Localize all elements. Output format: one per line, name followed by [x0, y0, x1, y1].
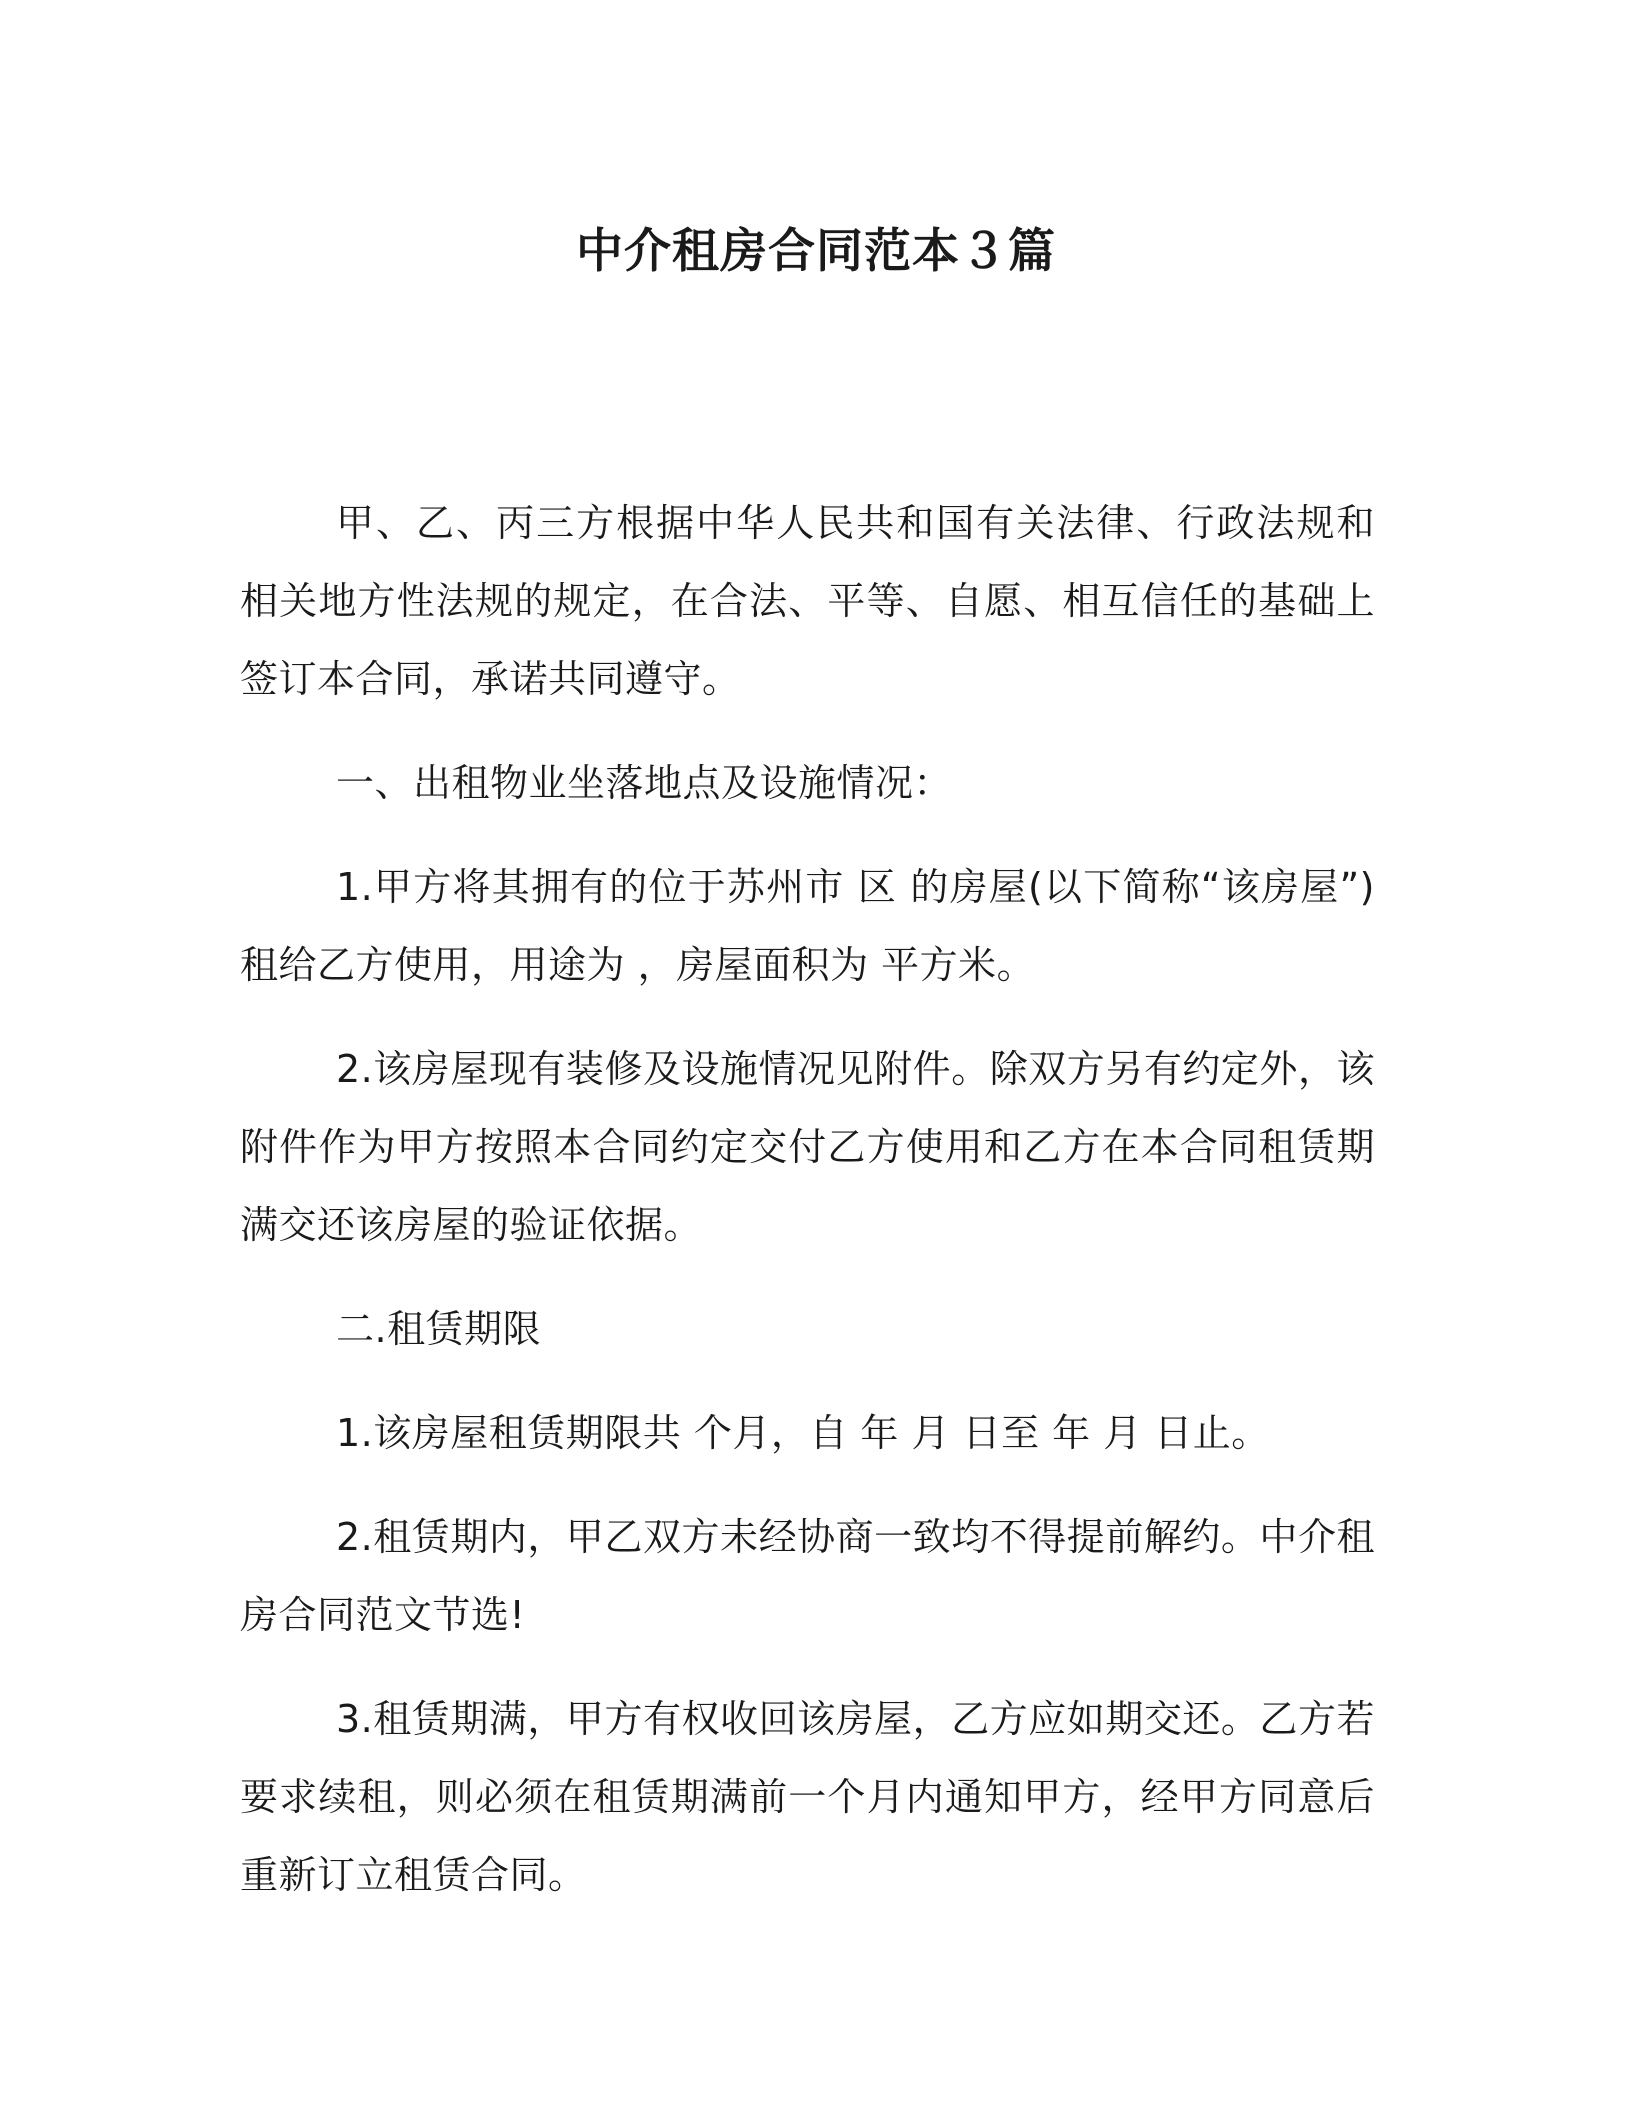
- paragraph-preamble: 甲、乙、丙三方根据中华人民共和国有关法律、行政法规和相关地方性法规的规定，在合法、平等、自愿、相互信任的基础上签订本合同，承诺共同遵守。: [240, 501, 1375, 701]
- paragraph-early-termination: 2.租赁期内，甲乙双方未经协商一致均不得提前解约。中介租房合同范文节选!: [240, 1515, 1375, 1637]
- paragraph-lease-renewal: 3.租赁期满，甲方有权收回该房屋，乙方应如期交还。乙方若要求续租，则必须在租赁期满前一个月内通知甲方，经甲方同意后重新订立租赁合同。: [240, 1697, 1375, 1897]
- section-heading-property: 一、出租物业坐落地点及设施情况：: [336, 761, 953, 805]
- paragraph-property-facilities: 2.该房屋现有装修及设施情况见附件。除双方另有约定外，该附件作为甲方按照本合同约定交付乙方使用和乙方在本合同租赁期满交还该房屋的验证依据。: [240, 1047, 1375, 1247]
- document-title: 中介租房合同范本３篇: [576, 224, 1056, 279]
- section-heading-lease-term: 二.租赁期限: [336, 1307, 542, 1351]
- paragraph-property-location: 1.甲方将其拥有的位于苏州市 区 的房屋(以下简称“该房屋”)租给乙方使用，用途为 ，房屋面积为 平方米。: [240, 865, 1375, 987]
- paragraph-lease-duration: 1.该房屋租赁期限共 个月，自 年 月 日至 年 月 日止。: [336, 1411, 1270, 1455]
- document-body: [240, 484, 1375, 1940]
